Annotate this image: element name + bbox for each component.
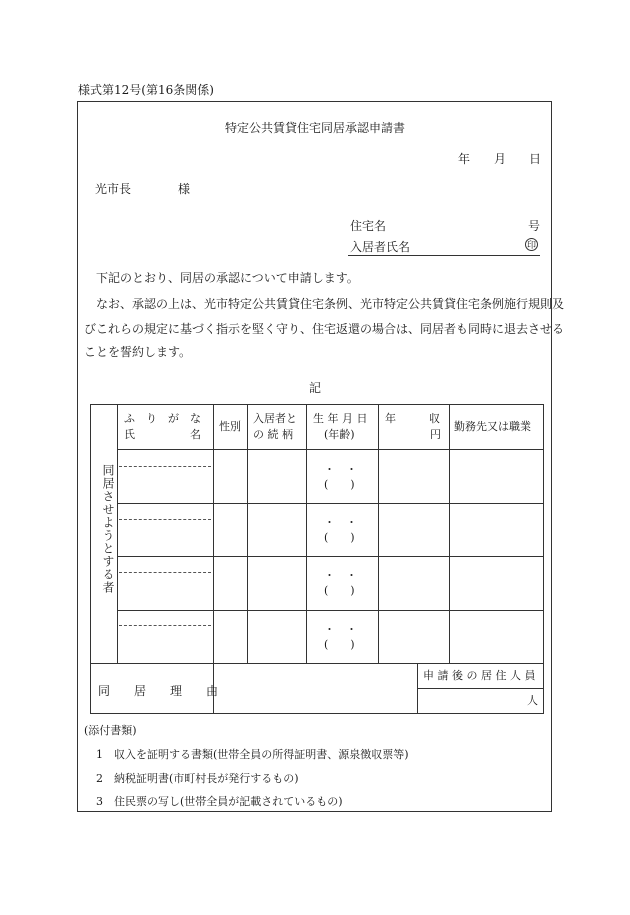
form-title: 特定公共賃貸住宅同居承認申請書	[224, 121, 405, 135]
body-line-4: ことを誓約します。	[84, 345, 192, 359]
header-income-unit: 円	[430, 428, 441, 441]
header-gender: 性別	[219, 420, 241, 433]
attachment-item-1: 1 収入を証明する書類(世帯全員の所得証明書、源泉徴収票等)	[96, 748, 409, 761]
body-line-1: 下記のとおり、同居の承認について申請します。	[96, 271, 359, 285]
resident-name-label: 入居者氏名	[350, 240, 411, 254]
header-birthdate-line1: 生 年 月 日	[313, 412, 368, 425]
row-3-birthdate-dots: ・ ・	[324, 569, 357, 582]
row-2-birthdate-dots: ・ ・	[324, 516, 357, 529]
header-relation-line2: の 続 柄	[253, 428, 293, 441]
ki-heading: 記	[309, 381, 322, 395]
header-name: 氏 名	[124, 428, 201, 441]
cohabitant-side-label: 同居させようとする者	[101, 464, 115, 594]
seal-mark: 印	[525, 238, 538, 251]
header-birthdate-line2: (年齢)	[324, 428, 355, 441]
after-count-unit: 人	[527, 694, 538, 707]
form-number-label: 様式第12号(第16条関係)	[78, 83, 214, 97]
row-3-age: ( )	[324, 584, 355, 597]
date-day-label: 日	[529, 152, 542, 166]
attachment-item-2: 2 納税証明書(市町村長が発行するもの)	[96, 772, 299, 785]
header-relation-line1: 入居者と	[253, 412, 297, 425]
body-line-3: びこれらの規定に基づく指示を堅く守り、住宅返還の場合は、同居者も同時に退去させる	[84, 322, 565, 336]
addressee-name: 光市長	[95, 182, 132, 196]
after-count-label: 申 請 後 の 居 住 人 員	[423, 669, 536, 682]
row-4-birthdate-dots: ・ ・	[324, 623, 357, 636]
house-name-label: 住宅名	[350, 219, 387, 233]
house-number-suffix: 号	[528, 219, 541, 233]
signature-underline	[348, 255, 540, 256]
attachments-heading: (添付書類)	[84, 724, 137, 737]
header-furigana: ふ り が な	[124, 412, 201, 425]
attachment-item-3: 3 住民票の写し(世帯全員が記載されているもの)	[96, 795, 343, 808]
row-4-age: ( )	[324, 638, 355, 651]
reason-label: 同 居 理 由	[98, 684, 219, 698]
addressee-honorific: 様	[178, 182, 191, 196]
header-workplace: 勤務先又は職業	[454, 420, 531, 433]
header-income-line1: 年 収	[385, 412, 440, 425]
row-1-birthdate-dots: ・ ・	[324, 463, 357, 476]
date-month-label: 月	[494, 152, 507, 166]
body-line-2: なお、承認の上は、光市特定公共賃貸住宅条例、光市特定公共賃貸住宅条例施行規則及	[96, 297, 565, 311]
date-year-label: 年	[458, 152, 471, 166]
row-1-age: ( )	[324, 478, 355, 491]
cohabitant-table	[90, 404, 544, 714]
row-2-age: ( )	[324, 531, 355, 544]
